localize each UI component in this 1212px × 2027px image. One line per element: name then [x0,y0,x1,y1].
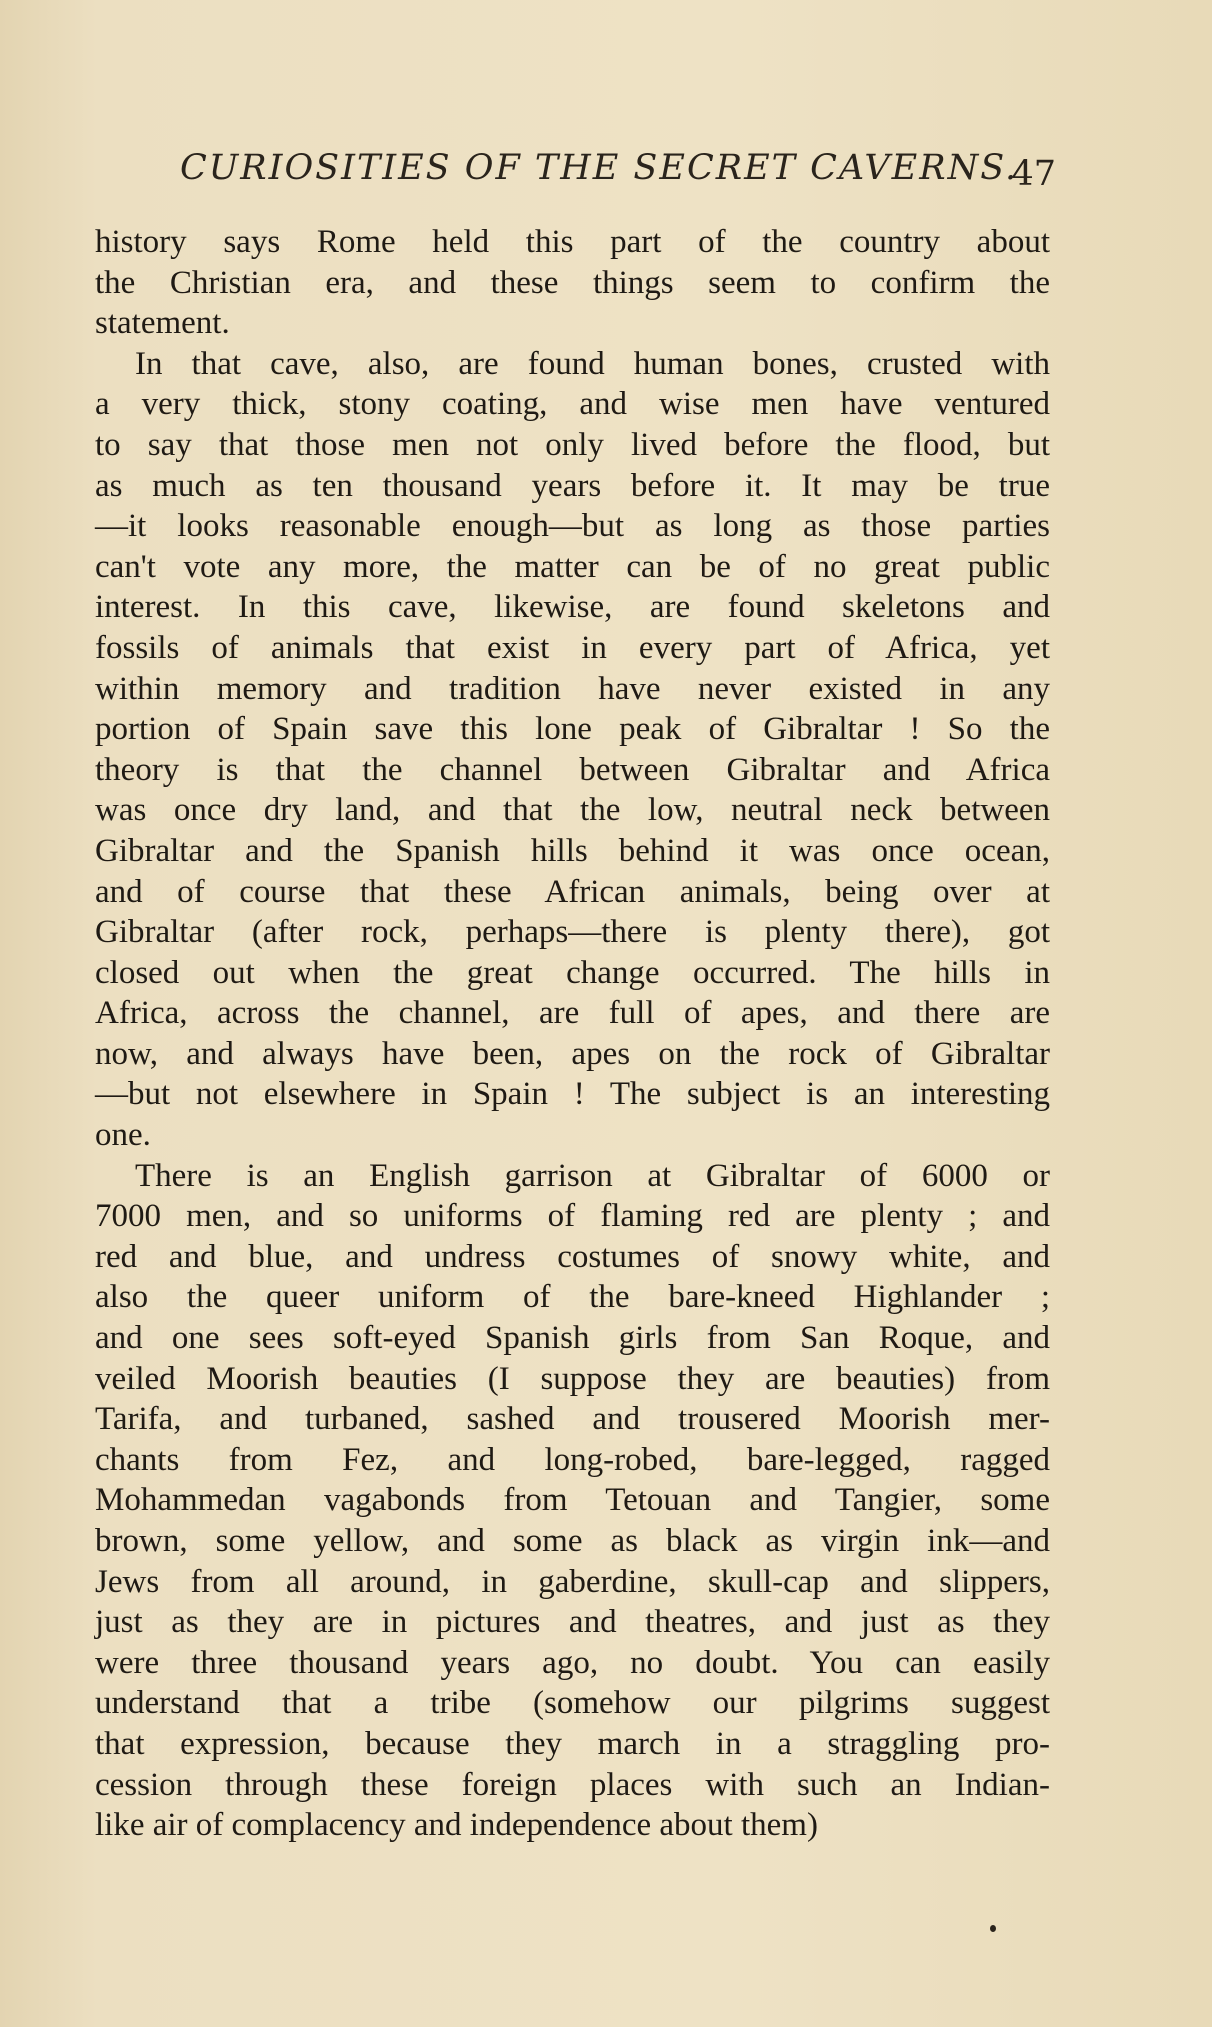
text-line: 7000 men, and so uniforms of flaming red are plenty ; and [95,1198,1050,1235]
text-line: brown, some yellow, and some as black as virgin ink—and [95,1523,1050,1559]
text-line: one. [95,1117,151,1154]
text-line: within memory and tradition have never existed in any [95,670,1050,707]
text-line: now, and always have been, apes on the rock of Gibraltar [95,1035,1050,1072]
ink-speck [990,1925,996,1932]
text-line: and of course that these African animals, being over at [95,873,1050,910]
text-line: interest. In this cave, likewise, are found skeletons and [95,589,1050,626]
text-line: was once dry land, and that the low, neutral neck between [95,792,1050,829]
text-line: also the queer uniform of the bare-kneed Highlander ; [95,1279,1050,1316]
text-line: and one sees soft-eyed Spanish girls from San Roque, and [95,1320,1050,1357]
text-line: fossils of animals that exist in every part of Africa, yet [95,629,1050,666]
text-line: as much as ten thousand years before it. It may be true [95,467,1050,504]
text-line: just as they are in pictures and theatres, and just as they [95,1604,1050,1641]
text-line: theory is that the channel between Gibraltar and Africa [95,751,1050,788]
text-line: closed out when the great change occurred. The hills in [95,954,1050,991]
running-head: CURIOSITIES OF THE SECRET CAVERNS. [180,148,1019,188]
text-line: —it looks reasonable enough—but as long as those parties [95,508,1050,545]
text-line: —but not elsewhere in Spain ! The subject is an interesting [95,1076,1050,1113]
text-line: that expression, because they march in a straggling pro- [95,1725,1050,1762]
text-line: statement. [95,305,230,342]
text-line: Mohammedan vagabonds from Tetouan and Tangier, some [95,1482,1050,1519]
text-line: cession through these foreign places with such an Indian- [95,1766,1050,1803]
text-line: to say that those men not only lived before the flood, but [95,426,1050,463]
page-header [180,148,1060,208]
paragraph [95,344,1050,1156]
text-line: chants from Fez, and long-robed, bare-legged, ragged [95,1441,1050,1478]
text-line: Gibraltar (after rock, perhaps—there is plenty there), got [95,914,1050,951]
paragraph [95,222,1050,344]
text-line: Gibraltar and the Spanish hills behind it was once ocean, [95,832,1050,869]
text-line: Tarifa, and turbaned, sashed and trousered Moorish mer- [95,1401,1050,1438]
text-line: understand that a tribe (somehow our pilgrims suggest [95,1685,1050,1722]
text-line: veiled Moorish beauties (I suppose they are beauties) from [95,1360,1050,1397]
paragraph [95,1156,1050,1846]
text-line: Africa, across the channel, are full of apes, and there are [95,995,1050,1032]
text-line: a very thick, stony coating, and wise men have ventured [95,386,1050,423]
text-line: history says Rome held this part of the country about [95,224,1050,260]
text-line: portion of Spain save this lone peak of Gibraltar ! So the [95,711,1050,748]
text-line: red and blue, and undress costumes of snowy white, and [95,1238,1050,1275]
text-line: There is an English garrison at Gibraltar of 6000 or [135,1157,1050,1194]
text-line: like air of complacency and independence about them) [95,1807,818,1844]
text-line: Jews from all around, in gaberdine, skull-cap and slippers, [95,1563,1050,1600]
text-line: the Christian era, and these things seem to confirm the [95,264,1050,301]
page-number: 47 [1011,154,1056,194]
text-line: were three thousand years ago, no doubt. You can easily [95,1644,1050,1681]
body-text [95,222,1050,1846]
text-line: In that cave, also, are found human bones, crusted with [135,345,1050,382]
text-line: can't vote any more, the matter can be of no great public [95,548,1050,585]
